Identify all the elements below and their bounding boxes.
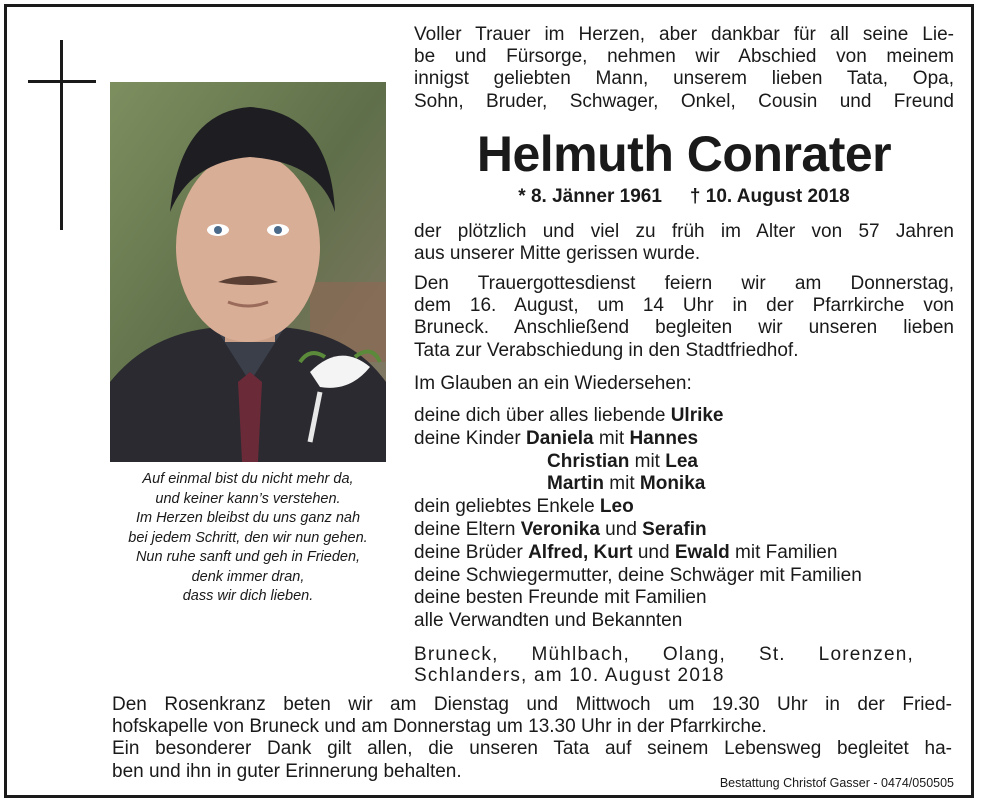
poem-line: bei jedem Schritt, den wir nun gehen. [128, 529, 368, 546]
place-date [414, 644, 914, 686]
cross-icon-bar [28, 80, 96, 83]
death-line: der plötzlich und viel zu früh im Alter von 57 Jahren [414, 221, 954, 242]
rosary-and-thanks [112, 694, 952, 783]
funeral-text [414, 273, 954, 362]
family-line-grandchild: dein geliebtes Enkele Leo [414, 496, 634, 518]
intro-line: Sohn, Bruder, Schwager, Onkel, Cousin und Freund [414, 90, 954, 112]
bottom-line: ben und ihn in guter Erinnerung behalten. [112, 760, 462, 782]
poem-line: und keiner kann’s verstehen. [155, 490, 341, 507]
funeral-home-credit: Bestattung Christof Gasser - 0474/050505 [719, 776, 954, 790]
place-line: Bruneck, Mühlbach, Olang, St. Lorenzen, [414, 644, 914, 665]
poem-line: dass wir dich lieben. [182, 588, 314, 604]
family-line-brothers: deine Brüder Alfred, Kurt und Ewald mit Familien [414, 541, 838, 563]
intro-line: Voller Trauer im Herzen, aber dankbar für all seine Lie- [414, 24, 954, 45]
funeral-line: Tata zur Verabschiedung in den Stadtfriedhof. [414, 339, 799, 361]
memorial-poem [110, 470, 386, 607]
cross-icon [60, 40, 63, 230]
intro-line: be und Fürsorge, nehmen wir Abschied von meinem [414, 46, 954, 68]
death-text [414, 221, 954, 265]
death-date: † 10. August 2018 [689, 186, 850, 207]
faith-line: Im Glauben an ein Wiedersehen: [414, 373, 692, 394]
intro-line: innigst geliebten Mann, unserem lieben Tata, Opa, [414, 68, 954, 90]
family-line-relatives: alle Verwandten und Bekannten [414, 610, 683, 632]
funeral-line: dem 16. August, um 14 Uhr in der Pfarrkirche von [414, 295, 954, 317]
bottom-line: Den Rosenkranz beten wir am Dienstag und Mittwoch um 19.30 Uhr in der Fried- [112, 694, 952, 715]
death-line: aus unserer Mitte gerissen wurde. [414, 243, 701, 265]
family-line-inlaws: deine Schwiegermutter, deine Schwäger mit Familien [414, 564, 862, 586]
poem-line: Auf einmal bist du nicht mehr da, [142, 471, 354, 487]
deceased-name: Helmuth Conrater [476, 126, 892, 182]
bottom-line: Ein besonderer Dank gilt allen, die unseren Tata auf seinem Lebensweg begleitet ha- [112, 738, 952, 760]
poem-line: Nun ruhe sanft und geh in Frieden, [135, 549, 361, 565]
family-line-parents: deine Eltern Veronika und Serafin [414, 518, 707, 540]
family-list [414, 405, 974, 633]
family-line-kids: deine Kinder Daniela mit Hannes [414, 427, 699, 449]
life-dates [414, 186, 954, 208]
family-line-kids: Christian mit Lea [547, 450, 698, 472]
bottom-line: hofskapelle von Bruneck und am Donnerstag um 13.30 Uhr in der Pfarrkirche. [112, 716, 767, 738]
family-line-wife: deine dich über alles liebende Ulrike [414, 405, 724, 426]
intro-text [414, 24, 954, 113]
family-line-friends: deine besten Freunde mit Familien [414, 587, 707, 609]
poem-line: denk immer dran, [191, 568, 305, 585]
funeral-line: Bruneck. Anschließend begleiten wir unseren lieben [414, 317, 954, 339]
funeral-line: Den Trauergottesdienst feiern wir am Donnerstag, [414, 273, 954, 294]
place-line: Schlanders, am 10. August 2018 [414, 665, 725, 686]
family-line-kids: Martin mit Monika [547, 473, 706, 495]
poem-line: Im Herzen bleibst du uns ganz nah [135, 510, 361, 526]
portrait-photo [110, 82, 386, 462]
birth-date: * 8. Jänner 1961 [518, 186, 662, 207]
